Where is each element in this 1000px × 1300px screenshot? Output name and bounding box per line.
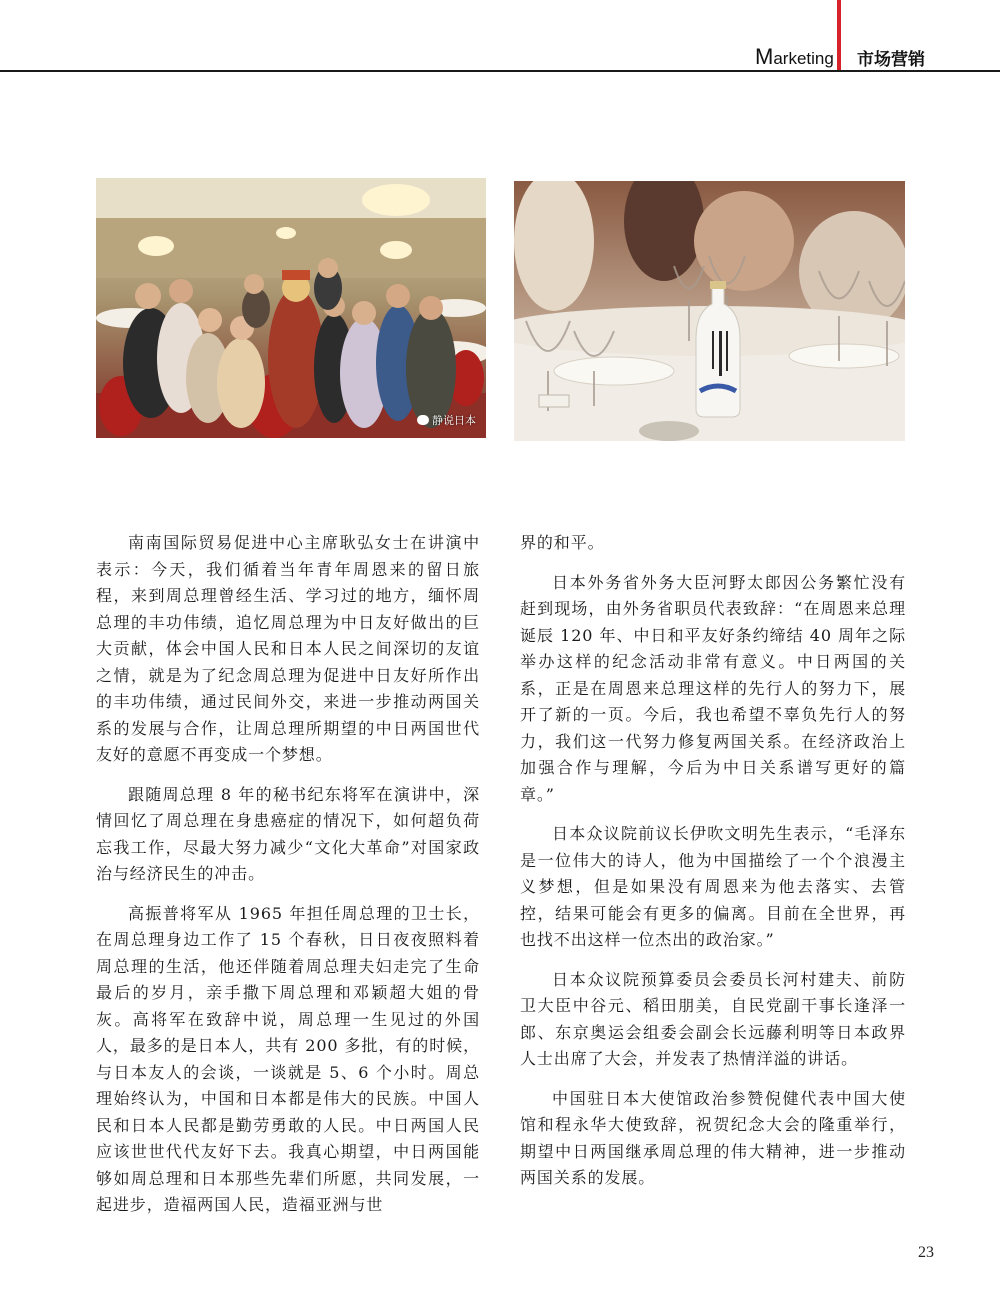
watermark-text: 静说日本 xyxy=(432,414,476,427)
section-label-en xyxy=(755,44,834,70)
paragraph-continued: 界的和平。 xyxy=(520,533,605,552)
wechat-icon xyxy=(417,415,429,425)
section-label-zh: 市场营销 xyxy=(857,50,925,70)
group-photo xyxy=(96,178,486,438)
table-setting-photo xyxy=(514,181,905,441)
header-accent-bar xyxy=(837,0,841,72)
paragraph: 日本众议院预算委员会委员长河村建夫、前防卫大臣中谷元、稻田朋美，自民党副干事长逢泽一郎、东京奥运会组委会副会长远藤利明等日本政界人士出席了大会，并发表了热情洋溢的讲话。 xyxy=(520,969,906,1068)
photo-watermark xyxy=(417,412,476,428)
section-label-en-initial: M xyxy=(755,44,774,69)
article-column-left xyxy=(96,530,480,1232)
page-number: 23 xyxy=(918,1244,934,1261)
paragraph: 高振普将军从 1965 年担任周总理的卫士长，在周总理身边工作了 15 个春秋，日日夜夜照料着周总理的生活，他还伴随着周总理夫妇走完了生命最后的岁月，亲手撒下周总理和邓颖超大姐的骨灰。高将军在致辞中说，周总理一生见过的外国人，最多的是日本人，共有 200 多批，有的时候，与日本友人的会谈，一谈就是 5、6 个小时。周总理始终认为，中国和日本都是伟大的民族。中国人民和日本人民都是勤劳勇敢的人民。中日两国人民应该世世代代友好下去。我真心期望，中日两国能够如周总理和日本那些先辈们所愿，共同发展，一起进步，造福两国人民，造福亚洲与世 xyxy=(96,903,480,1214)
paragraph: 跟随周总理 8 年的秘书纪东将军在演讲中，深情回忆了周总理在身患癌症的情况下，如何超负荷忘我工作，尽最大努力减少“文化大革命”对国家政治与经济民生的冲击。 xyxy=(96,784,480,883)
paragraph: 日本众议院前议长伊吹文明先生表示，“毛泽东是一位伟大的诗人，他为中国描绘了一个个浪漫主义梦想，但是如果没有周恩来为他去落实、去管控，结果可能会有更多的偏离。目前在全世界，再也找不出这样一位杰出的政治家。” xyxy=(520,824,906,949)
article-column-right xyxy=(520,530,906,1205)
header-rule xyxy=(0,70,1000,72)
paragraph: 南南国际贸易促进中心主席耿弘女士在讲演中表示：今天，我们循着当年青年周恩来的留日旅程，来到周总理曾经生活、学习过的地方，缅怀周总理的丰功伟绩，追忆周总理为中日友好做出的巨大贡献，体会中国人民和日本人民之间深切的友谊之情，就是为了纪念周总理为促进中日友好所作出的丰功伟绩，通过民间外交，来进一步推动两国关系的发展与合作，让周总理所期望的中日两国世代友好的意愿不再变成一个梦想。 xyxy=(96,533,480,764)
paragraph: 日本外务省外务大臣河野太郎因公务繁忙没有赶到现场，由外务省职员代表致辞：“在周恩来总理诞辰 120 年、中日和平友好条约缔结 40 周年之际举办这样的纪念活动非常有意义。中日两国的关系，正是在周恩来总理这样的先行人的努力下，展开了新的一页。今后，我也希望不辜负先行人的努力，我们这一代努力修复两国关系。在经济政治上加强合作与理解，今后为中日关系谱写更好的篇章。” xyxy=(520,572,906,804)
section-label-en-rest: arketing xyxy=(773,49,834,68)
paragraph: 中国驻日本大使馆政治参赞倪健代表中国大使馆和程永华大使致辞，祝贺纪念大会的隆重举行，期望中日两国继承周总理的伟大精神，进一步推动两国关系的发展。 xyxy=(520,1088,906,1187)
